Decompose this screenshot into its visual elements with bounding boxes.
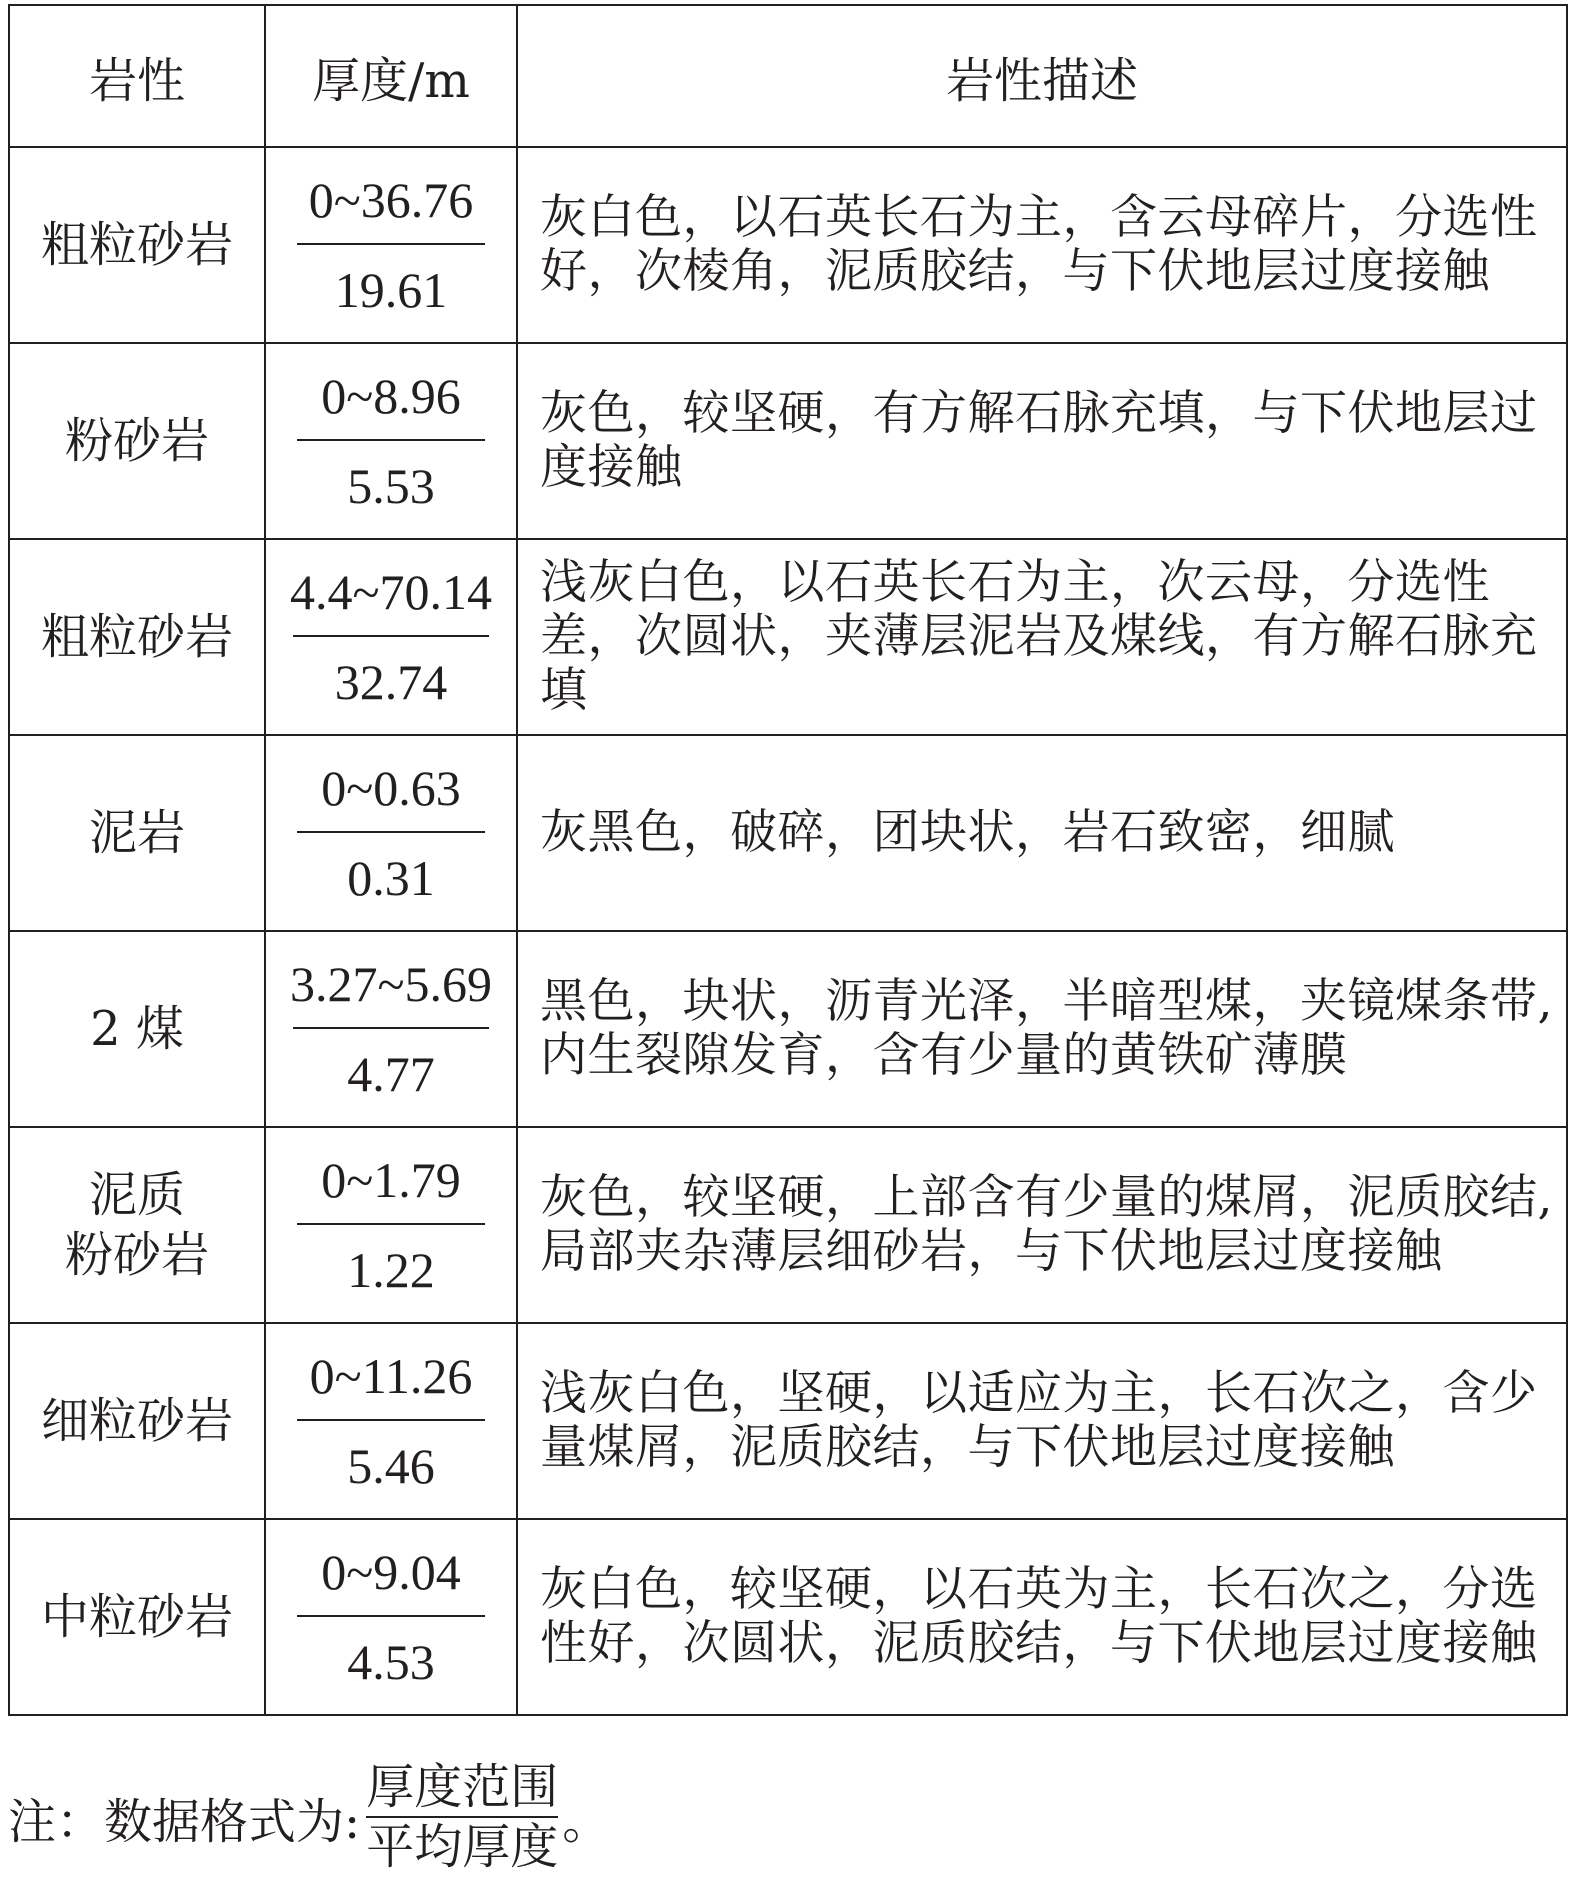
- table-row: [9, 931, 1567, 1127]
- lithology-description: 灰色，较坚硬，上部含有少量的煤屑，泥质胶结, 局部夹杂薄层细砂岩，与下伏地层过度接触: [540, 1170, 1553, 1279]
- thickness-average: 5.46: [347, 1438, 435, 1494]
- note-suffix: 。: [562, 1793, 611, 1850]
- thickness-average: 4.77: [347, 1046, 435, 1102]
- thickness-average: 1.22: [347, 1242, 435, 1298]
- thickness-range: 0~11.26: [309, 1348, 473, 1404]
- lithology-name: 中粒砂岩: [40, 1589, 233, 1645]
- thickness-range: 3.27~5.69: [289, 956, 493, 1012]
- cell-thickness: [265, 343, 517, 539]
- cell-description: [517, 735, 1567, 931]
- lithology-name: 粗粒砂岩: [40, 217, 233, 273]
- thickness-fraction: [289, 561, 493, 713]
- cell-lithology: [9, 539, 265, 735]
- lithology-description: 浅灰白色，坚硬，以适应为主，长石次之，含少量煤屑，泥质胶结，与下伏地层过度接触: [540, 1366, 1538, 1475]
- fraction-bar: [293, 1027, 489, 1029]
- note-numerator: 厚度范围: [366, 1759, 559, 1815]
- lithology-name: 细粒砂岩: [40, 1393, 233, 1449]
- fraction-bar: [297, 831, 485, 833]
- note-fraction: [366, 1760, 558, 1874]
- cell-description: [517, 343, 1567, 539]
- cell-thickness: [265, 1127, 517, 1323]
- cell-lithology: [9, 735, 265, 931]
- thickness-average: 0.31: [347, 850, 435, 906]
- fraction-bar: [297, 243, 485, 245]
- thickness-range: 0~8.96: [321, 368, 461, 424]
- cell-lithology: [9, 147, 265, 343]
- fraction-bar: [297, 439, 485, 441]
- header-lithology: 岩性: [9, 5, 265, 147]
- cell-lithology: [9, 1323, 265, 1519]
- lithology-description: 灰白色，以石英长石为主，含云母碎片，分选性好，次棱角，泥质胶结，与下伏地层过度接触: [540, 190, 1538, 299]
- cell-lithology: [9, 1519, 265, 1715]
- table-note: [8, 1759, 611, 1875]
- lithology-name: 2 煤: [90, 1001, 184, 1057]
- cell-lithology: [9, 1127, 265, 1323]
- cell-description: [517, 1519, 1567, 1715]
- lithology-description: 黑色，块状，沥青光泽，半暗型煤，夹镜煤条带, 内生裂隙发育，含有少量的黄铁矿薄膜: [540, 974, 1553, 1083]
- thickness-average: 19.61: [334, 262, 448, 318]
- thickness-average: 32.74: [334, 654, 448, 710]
- thickness-range: 0~1.79: [321, 1152, 461, 1208]
- thickness-average: 4.53: [347, 1634, 435, 1690]
- note-denominator: 平均厚度: [366, 1819, 559, 1875]
- header-thickness: 厚度/m: [265, 5, 517, 147]
- fraction-bar: [297, 1223, 485, 1225]
- fraction-bar: [297, 1419, 485, 1421]
- cell-lithology: [9, 931, 265, 1127]
- note-fraction-bar: [366, 1816, 558, 1818]
- thickness-range: 0~9.04: [321, 1544, 461, 1600]
- fraction-bar: [293, 635, 489, 637]
- lithology-name: 泥质 粉砂岩: [64, 1167, 209, 1283]
- table-row: [9, 735, 1567, 931]
- note-prefix: 注：数据格式为:: [8, 1793, 361, 1850]
- table-row: [9, 1519, 1567, 1715]
- thickness-fraction: [297, 1149, 485, 1301]
- cell-description: [517, 147, 1567, 343]
- cell-lithology: [9, 343, 265, 539]
- cell-thickness: [265, 539, 517, 735]
- fraction-bar: [297, 1615, 485, 1617]
- table-row: [9, 539, 1567, 735]
- cell-description: [517, 539, 1567, 735]
- thickness-fraction: [297, 365, 485, 517]
- cell-thickness: [265, 1519, 517, 1715]
- lithology-table-container: [8, 4, 1566, 1716]
- thickness-fraction: [297, 169, 485, 321]
- thickness-range: 4.4~70.14: [289, 564, 493, 620]
- thickness-range: 0~36.76: [308, 172, 474, 228]
- lithology-description: 浅灰白色，以石英长石为主，次云母，分选性差，次圆状，夹薄层泥岩及煤线，有方解石脉充填: [540, 555, 1538, 718]
- table-row: [9, 147, 1567, 343]
- table-row: [9, 1127, 1567, 1323]
- thickness-range: 0~0.63: [321, 760, 461, 816]
- lithology-description: 灰白色，较坚硬，以石英为主，长石次之，分选性好，次圆状，泥质胶结，与下伏地层过度接触: [540, 1562, 1538, 1671]
- thickness-average: 5.53: [347, 458, 435, 514]
- lithology-name: 泥岩: [88, 805, 185, 861]
- cell-thickness: [265, 147, 517, 343]
- thickness-fraction: [297, 1345, 485, 1497]
- cell-thickness: [265, 931, 517, 1127]
- lithology-description: 灰色，较坚硬，有方解石脉充填，与下伏地层过度接触: [540, 386, 1538, 495]
- thickness-fraction: [289, 953, 493, 1105]
- header-description: 岩性描述: [517, 5, 1567, 147]
- thickness-fraction: [297, 1541, 485, 1693]
- cell-thickness: [265, 735, 517, 931]
- table-body: [9, 147, 1567, 1715]
- lithology-name: 粗粒砂岩: [40, 609, 233, 665]
- cell-thickness: [265, 1323, 517, 1519]
- table-row: [9, 1323, 1567, 1519]
- lithology-name: 粉砂岩: [64, 413, 209, 469]
- lithology-table: [8, 4, 1568, 1716]
- cell-description: [517, 1127, 1567, 1323]
- table-header-row: [9, 5, 1567, 147]
- table-row: [9, 343, 1567, 539]
- lithology-description: 灰黑色，破碎，团块状，岩石致密，细腻: [540, 805, 1395, 860]
- thickness-fraction: [297, 757, 485, 909]
- cell-description: [517, 931, 1567, 1127]
- cell-description: [517, 1323, 1567, 1519]
